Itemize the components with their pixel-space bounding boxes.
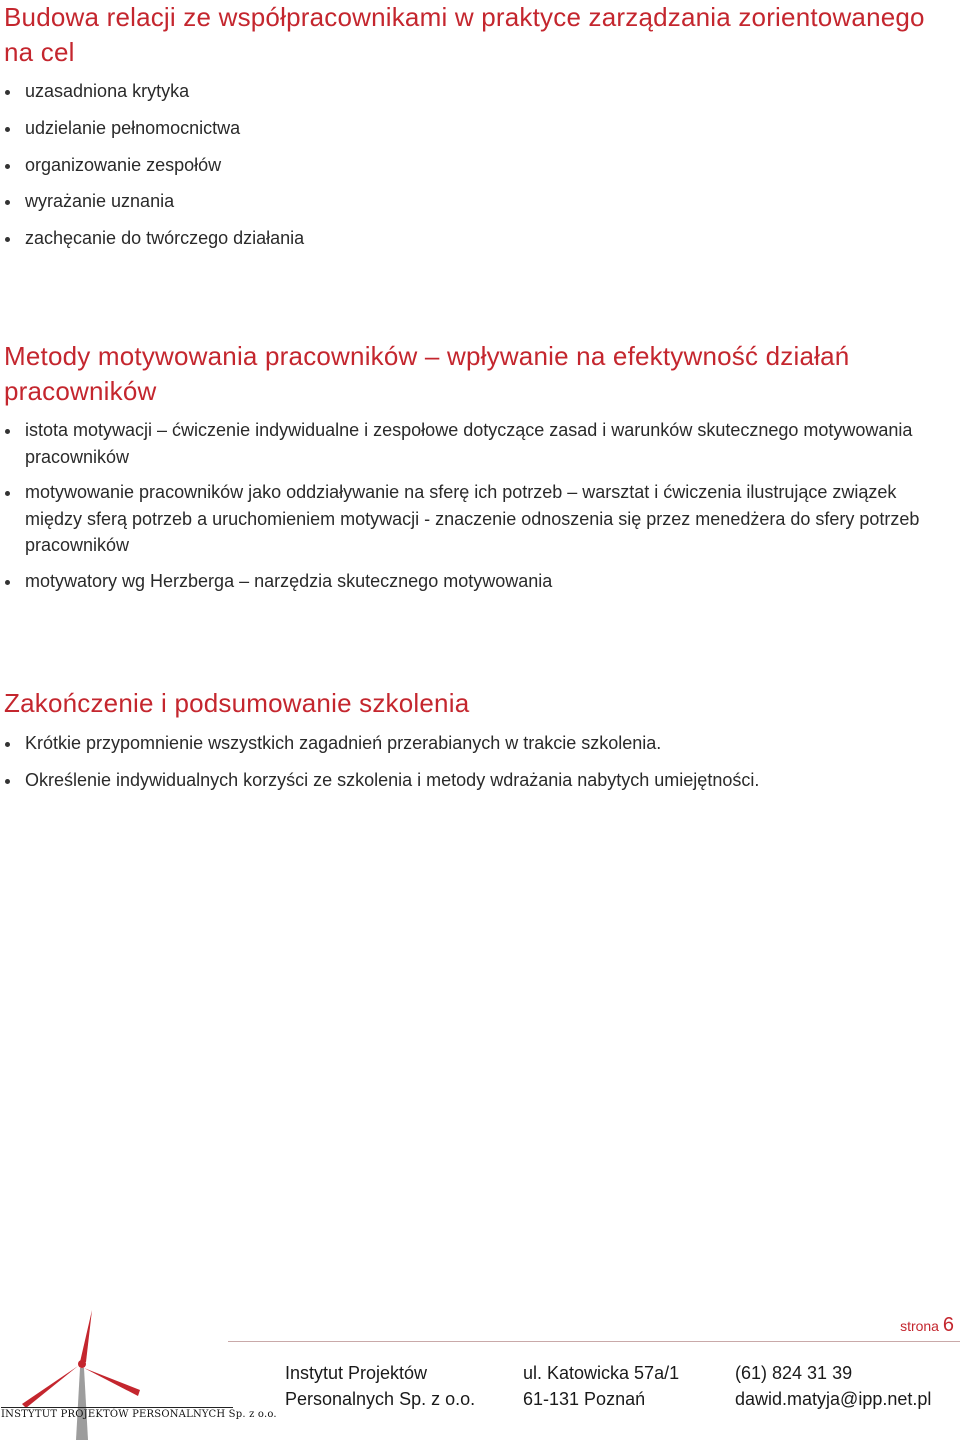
- list-item: istota motywacji – ćwiczenie indywidualne i zespołowe dotyczące zasad i warunków skutecznego motywowania pracowników: [4, 417, 940, 470]
- page-number: [900, 1314, 954, 1337]
- section-relationships: [4, 0, 940, 262]
- page-label: strona: [900, 1318, 939, 1334]
- company-logo-icon: [0, 1300, 277, 1443]
- list-item: uzasadniona krytyka: [4, 78, 940, 105]
- email-link[interactable]: dawid.matyja@ipp.net.pl: [735, 1389, 932, 1409]
- logo-text: INSTYTUT PROJEKTÓW PERSONALNYCH Sp. z o.o.: [1, 1409, 277, 1420]
- section-heading: Budowa relacji ze współpracownikami w praktyce zarządzania zorientowanego na cel: [4, 2, 925, 67]
- section-summary: [4, 686, 940, 803]
- bullet-list: [4, 78, 940, 252]
- list-item: organizowanie zespołów: [4, 152, 940, 179]
- street-address: ul. Katowicka 57a/1: [523, 1363, 680, 1383]
- list-item: udzielanie pełnomocnictwa: [4, 115, 940, 142]
- footer-company: [285, 1360, 475, 1412]
- bullet-list: [4, 730, 940, 793]
- section-heading: Zakończenie i podsumowanie szkolenia: [4, 688, 470, 718]
- section-motivation: [4, 339, 940, 603]
- footer-contact: [735, 1360, 931, 1412]
- list-item: wyrażanie uznania: [4, 188, 940, 215]
- bullet-list: [4, 417, 940, 594]
- list-item: Określenie indywidualnych korzyści ze szkolenia i metody wdrażania nabytych umiejętności.: [4, 767, 940, 794]
- company-name-line1: Instytut Projektów: [285, 1363, 428, 1383]
- list-item: motywowanie pracowników jako oddziaływanie na sferę ich potrzeb – warsztat i ćwiczenia ilustrujące związek między sferą potrzeb a uruchomieniem motywacji - znaczenie odnoszenia się przez menedżera do sfery potrzeb pracowników: [4, 479, 940, 559]
- footer-divider: [228, 1341, 960, 1342]
- footer-address: [523, 1360, 679, 1412]
- city-address: 61-131 Poznań: [523, 1389, 646, 1409]
- phone-number: (61) 824 31 39: [735, 1363, 853, 1383]
- page-number-value: 6: [942, 1314, 954, 1336]
- company-name-line2: Personalnych Sp. z o.o.: [285, 1389, 476, 1409]
- list-item: motywatory wg Herzberga – narzędzia skutecznego motywowania: [4, 568, 940, 595]
- section-heading: Metody motywowania pracowników – wpływanie na efektywność działań pracowników: [4, 341, 850, 406]
- list-item: Krótkie przypomnienie wszystkich zagadnień przerabianych w trakcie szkolenia.: [4, 730, 940, 757]
- list-item: zachęcanie do twórczego działania: [4, 225, 940, 252]
